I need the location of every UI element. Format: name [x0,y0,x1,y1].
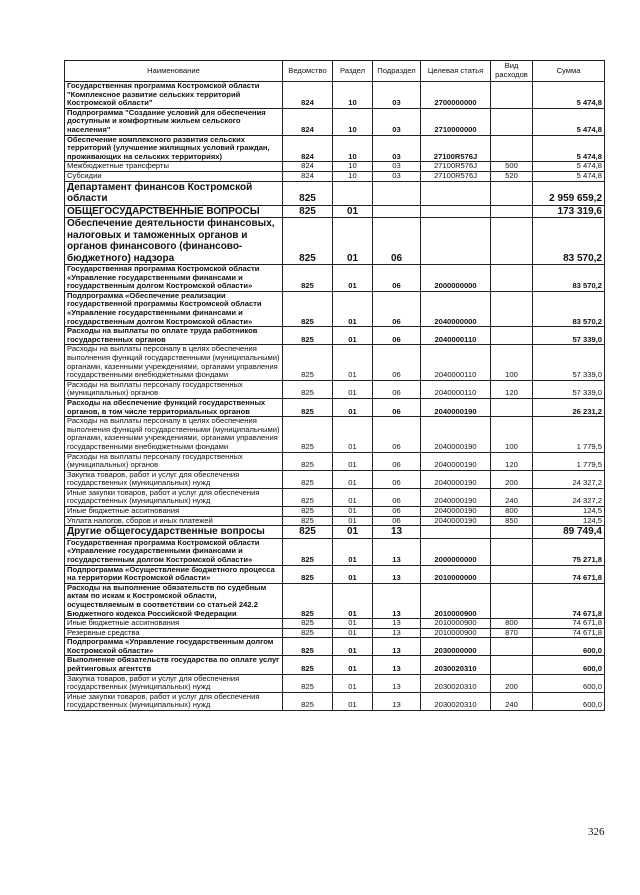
row-razdel: 01 [333,291,373,326]
row-podrazdel [373,181,421,205]
table-row [65,488,605,506]
row-expense-type [491,398,533,416]
row-sum: 5 474,8 [533,108,605,135]
row-razdel: 01 [333,516,373,526]
row-name: Подпрограмма «Обеспечение реализации государственной программы Костромской области «Управление государственными финансами и государственным долгом Костромской области» [65,291,283,326]
row-vedomstvo: 824 [283,108,333,135]
row-podrazdel: 06 [373,291,421,326]
row-vedomstvo: 825 [283,692,333,710]
row-target-article [421,181,491,205]
page-number: 326 [588,826,605,838]
row-sum: 600,0 [533,674,605,692]
row-target-article: 2030000000 [421,638,491,656]
row-expense-type [491,108,533,135]
table-header-row [65,61,605,82]
header-expense-type: Вид расходов [491,61,533,82]
row-expense-type: 500 [491,162,533,172]
row-sum: 600,0 [533,692,605,710]
row-razdel: 10 [333,162,373,172]
budget-table [64,60,605,711]
row-podrazdel: 06 [373,452,421,470]
table-row [65,638,605,656]
row-sum: 74 671,8 [533,628,605,638]
row-podrazdel: 06 [373,218,421,265]
row-podrazdel: 03 [373,162,421,172]
row-vedomstvo: 825 [283,181,333,205]
row-target-article: 2010000900 [421,583,491,618]
row-razdel: 01 [333,327,373,345]
row-vedomstvo: 825 [283,417,333,452]
row-target-article: 2010000900 [421,628,491,638]
row-sum: 75 271,8 [533,538,605,565]
row-expense-type [491,291,533,326]
row-razdel: 01 [333,565,373,583]
row-razdel: 01 [333,656,373,674]
row-razdel: 01 [333,619,373,629]
row-name: Иные бюджетные ассигнования [65,507,283,517]
row-sum: 173 319,6 [533,205,605,218]
row-expense-type: 200 [491,470,533,488]
row-expense-type [491,205,533,218]
row-podrazdel: 13 [373,526,421,539]
table-row [65,507,605,517]
row-podrazdel: 13 [373,538,421,565]
row-sum: 5 474,8 [533,82,605,109]
row-name: Выполнение обязательств государства по оплате услуг рейтинговых агентств [65,656,283,674]
header-sum: Сумма [533,61,605,82]
table-row [65,538,605,565]
row-razdel: 01 [333,628,373,638]
row-podrazdel: 06 [373,380,421,398]
table-row [65,205,605,218]
table-row [65,656,605,674]
row-target-article: 2030020310 [421,656,491,674]
row-podrazdel: 06 [373,516,421,526]
row-razdel: 10 [333,82,373,109]
row-target-article: 2040000190 [421,452,491,470]
row-target-article: 2040000000 [421,291,491,326]
row-vedomstvo: 825 [283,526,333,539]
row-razdel: 01 [333,470,373,488]
row-name: Подпрограмма «Управление государственным долгом Костромской области» [65,638,283,656]
table-body [65,82,605,711]
row-podrazdel: 06 [373,470,421,488]
row-razdel: 01 [333,398,373,416]
table-row [65,108,605,135]
row-vedomstvo: 825 [283,345,333,380]
header-vedomstvo: Ведомство [283,61,333,82]
row-name: Закупка товаров, работ и услуг для обеспечения государственных (муниципальных) нужд [65,674,283,692]
row-sum: 124,5 [533,516,605,526]
row-razdel: 01 [333,583,373,618]
row-podrazdel: 06 [373,488,421,506]
row-sum: 24 327,2 [533,488,605,506]
row-vedomstvo: 825 [283,398,333,416]
row-name: Расходы на выполнение обязательств по судебным актам по искам к Костромской области, осуществляемым в соответствии со статьей 242.2 Бюджетного кодекса Российской Федерации [65,583,283,618]
row-sum: 74 671,8 [533,619,605,629]
table-row [65,135,605,162]
row-podrazdel: 06 [373,507,421,517]
row-sum: 5 474,8 [533,135,605,162]
row-vedomstvo: 825 [283,628,333,638]
table-row [65,181,605,205]
row-razdel: 10 [333,135,373,162]
row-expense-type: 200 [491,674,533,692]
row-vedomstvo: 825 [283,674,333,692]
row-podrazdel: 13 [373,565,421,583]
table-row [65,417,605,452]
row-sum: 57 339,0 [533,345,605,380]
row-sum: 1 779,5 [533,417,605,452]
row-expense-type [491,565,533,583]
row-name: Подпрограмма «Осуществление бюджетного процесса на территории Костромской области» [65,565,283,583]
table-row [65,516,605,526]
row-razdel: 01 [333,417,373,452]
row-podrazdel: 13 [373,638,421,656]
row-razdel: 01 [333,638,373,656]
row-razdel: 01 [333,526,373,539]
row-razdel: 01 [333,674,373,692]
row-name: Расходы на обеспечение функций государственных органов, в том числе территориальных органов [65,398,283,416]
table-row [65,218,605,265]
row-vedomstvo: 825 [283,291,333,326]
table-row [65,398,605,416]
row-razdel: 10 [333,108,373,135]
row-podrazdel: 06 [373,417,421,452]
row-target-article: 2010000900 [421,619,491,629]
table-row [65,565,605,583]
row-expense-type: 100 [491,345,533,380]
row-name: Межбюджетные трансферты [65,162,283,172]
table-row [65,327,605,345]
row-vedomstvo: 824 [283,171,333,181]
row-target-article: 2000000000 [421,265,491,292]
row-target-article: 2040000190 [421,516,491,526]
row-name: Расходы на выплаты персоналу государственных (муниципальных) органов [65,380,283,398]
row-vedomstvo: 825 [283,470,333,488]
row-name: Иные закупки товаров, работ и услуг для обеспечения государственных (муниципальных) нужд [65,692,283,710]
row-vedomstvo: 825 [283,327,333,345]
row-target-article: 2040000190 [421,398,491,416]
row-name: Расходы на выплаты персоналу государственных (муниципальных) органов [65,452,283,470]
row-name: Обеспечение деятельности финансовых, налоговых и таможенных органов и органов финансового (финансово-бюджетного) надзора [65,218,283,265]
row-name: Расходы на выплаты персоналу в целях обеспечения выполнения функций государственными (муниципальными) органами, казенными учреждениями, органами управления государственными внебюджетными фондами [65,345,283,380]
row-razdel: 01 [333,265,373,292]
row-razdel: 01 [333,452,373,470]
row-expense-type [491,656,533,674]
row-podrazdel: 13 [373,674,421,692]
row-razdel: 01 [333,507,373,517]
row-name: Уплата налогов, сборов и иных платежей [65,516,283,526]
row-target-article: 27100R576J [421,171,491,181]
row-target-article [421,526,491,539]
row-target-article: 2000000000 [421,538,491,565]
row-razdel: 01 [333,488,373,506]
row-sum: 5 474,8 [533,162,605,172]
row-vedomstvo: 825 [283,380,333,398]
row-podrazdel: 03 [373,82,421,109]
table-row [65,380,605,398]
row-sum: 124,5 [533,507,605,517]
row-sum: 74 671,8 [533,583,605,618]
row-sum: 74 671,8 [533,565,605,583]
row-expense-type: 850 [491,516,533,526]
row-sum: 57 339,0 [533,380,605,398]
row-target-article [421,205,491,218]
row-target-article: 2040000190 [421,507,491,517]
header-razdel: Раздел [333,61,373,82]
row-sum: 2 959 659,2 [533,181,605,205]
table-row [65,452,605,470]
row-razdel: 10 [333,171,373,181]
row-name: Резервные средства [65,628,283,638]
row-podrazdel: 13 [373,619,421,629]
table-row [65,674,605,692]
row-sum: 57 339,0 [533,327,605,345]
row-target-article: 2040000190 [421,470,491,488]
row-podrazdel: 13 [373,628,421,638]
row-target-article: 27100R576J [421,135,491,162]
row-expense-type [491,265,533,292]
row-target-article: 2700000000 [421,82,491,109]
row-vedomstvo: 825 [283,205,333,218]
row-sum: 83 570,2 [533,291,605,326]
row-podrazdel: 06 [373,345,421,380]
table-row [65,526,605,539]
table-row [65,345,605,380]
row-vedomstvo: 825 [283,265,333,292]
row-name: ОБЩЕГОСУДАРСТВЕННЫЕ ВОПРОСЫ [65,205,283,218]
row-sum: 89 749,4 [533,526,605,539]
row-name: Государственная программа Костромской области «Управление государственными финансами и государственным долгом Костромской области» [65,265,283,292]
row-razdel: 01 [333,380,373,398]
row-expense-type [491,218,533,265]
row-name: Расходы на выплаты персоналу в целях обеспечения выполнения функций государственными (муниципальными) органами, казенными учреждениями, органами управления государственными внебюджетными фондами [65,417,283,452]
row-expense-type [491,526,533,539]
header-target-article: Целевая статья [421,61,491,82]
row-razdel: 01 [333,205,373,218]
row-sum: 5 474,8 [533,171,605,181]
row-expense-type: 100 [491,417,533,452]
row-vedomstvo: 825 [283,488,333,506]
row-vedomstvo: 825 [283,583,333,618]
row-sum: 26 231,2 [533,398,605,416]
table-row [65,162,605,172]
row-target-article: 2030020310 [421,674,491,692]
header-podrazdel: Подраздел [373,61,421,82]
row-expense-type [491,327,533,345]
row-vedomstvo: 825 [283,516,333,526]
row-podrazdel: 13 [373,692,421,710]
row-expense-type: 120 [491,452,533,470]
table-row [65,82,605,109]
row-podrazdel: 13 [373,583,421,618]
row-razdel: 01 [333,345,373,380]
row-name: Иные бюджетные ассигнования [65,619,283,629]
row-podrazdel: 03 [373,135,421,162]
row-vedomstvo: 824 [283,82,333,109]
row-vedomstvo: 825 [283,619,333,629]
row-podrazdel: 03 [373,108,421,135]
row-expense-type: 240 [491,692,533,710]
row-sum: 24 327,2 [533,470,605,488]
row-razdel: 01 [333,538,373,565]
row-sum: 600,0 [533,638,605,656]
table-row [65,619,605,629]
row-expense-type: 120 [491,380,533,398]
row-target-article: 2030020310 [421,692,491,710]
row-expense-type [491,583,533,618]
row-expense-type: 520 [491,171,533,181]
row-target-article: 27100R576J [421,162,491,172]
row-sum: 83 570,2 [533,265,605,292]
row-target-article: 2040000110 [421,380,491,398]
row-name: Другие общегосударственные вопросы [65,526,283,539]
row-target-article: 2010000000 [421,565,491,583]
row-name: Государственная программа Костромской области «Управление государственными финансами и государственным долгом Костромской области» [65,538,283,565]
row-vedomstvo: 825 [283,452,333,470]
row-expense-type: 870 [491,628,533,638]
row-podrazdel: 06 [373,398,421,416]
table-row [65,291,605,326]
table-row [65,265,605,292]
row-sum: 83 570,2 [533,218,605,265]
row-vedomstvo: 825 [283,507,333,517]
row-podrazdel: 06 [373,265,421,292]
row-razdel [333,181,373,205]
row-target-article [421,218,491,265]
row-target-article: 2040000190 [421,488,491,506]
table-row [65,583,605,618]
row-vedomstvo: 825 [283,538,333,565]
row-razdel: 01 [333,218,373,265]
row-name: Подпрограмма "Создание условий для обеспечения доступным и комфортным жильем сельского населения" [65,108,283,135]
row-vedomstvo: 824 [283,135,333,162]
row-vedomstvo: 825 [283,218,333,265]
row-name: Закупка товаров, работ и услуг для обеспечения государственных (муниципальных) нужд [65,470,283,488]
row-expense-type: 240 [491,488,533,506]
table-row [65,692,605,710]
row-expense-type [491,82,533,109]
row-vedomstvo: 825 [283,565,333,583]
row-target-article: 2040000110 [421,327,491,345]
row-expense-type [491,638,533,656]
row-name: Иные закупки товаров, работ и услуг для обеспечения государственных (муниципальных) нужд [65,488,283,506]
budget-table-page [64,60,604,711]
row-name: Расходы на выплаты по оплате труда работников государственных органов [65,327,283,345]
row-name: Обеспечение комплексного развития сельских территорий (улучшение жилищных условий граждан, проживающих на сельских территориях) [65,135,283,162]
header-name: Наименование [65,61,283,82]
row-name: Государственная программа Костромской области "Комплексное развитие сельских территорий Костромской области" [65,82,283,109]
row-expense-type [491,135,533,162]
row-target-article: 2040000190 [421,417,491,452]
row-podrazdel [373,205,421,218]
row-expense-type [491,181,533,205]
row-razdel: 01 [333,692,373,710]
row-vedomstvo: 824 [283,162,333,172]
row-podrazdel: 13 [373,656,421,674]
table-row [65,171,605,181]
row-podrazdel: 03 [373,171,421,181]
row-podrazdel: 06 [373,327,421,345]
row-expense-type: 800 [491,619,533,629]
row-sum: 600,0 [533,656,605,674]
row-expense-type [491,538,533,565]
row-name: Департамент финансов Костромской области [65,181,283,205]
row-expense-type: 800 [491,507,533,517]
row-vedomstvo: 825 [283,656,333,674]
row-name: Субсидии [65,171,283,181]
table-row [65,470,605,488]
row-vedomstvo: 825 [283,638,333,656]
row-sum: 1 779,5 [533,452,605,470]
row-target-article: 2040000110 [421,345,491,380]
row-target-article: 2710000000 [421,108,491,135]
